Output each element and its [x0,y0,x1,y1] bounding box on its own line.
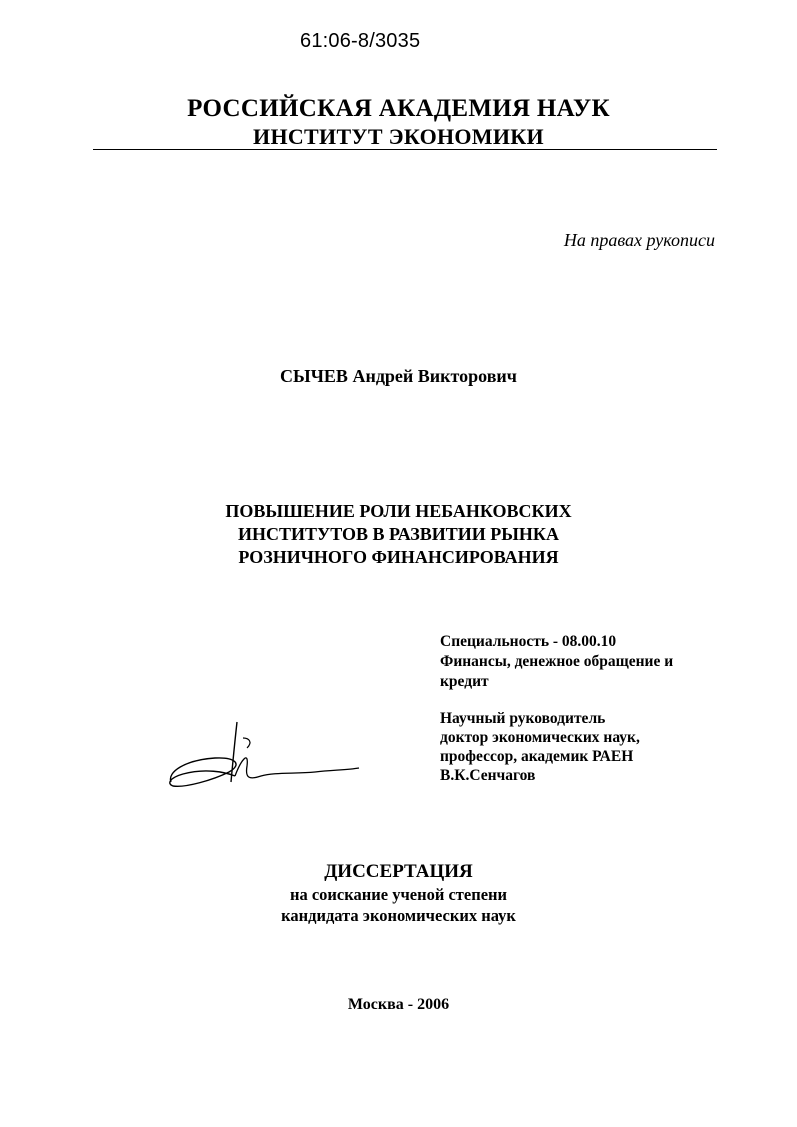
dissertation-block [0,860,797,926]
rights-note: На правах рукописи [563,230,715,250]
catalog-number: 61:06-8/3035 [300,30,421,52]
advisor-name: В.К.Сенчагов [440,767,536,784]
institute-name: ИНСТИТУТ ЭКОНОМИКИ [253,124,544,149]
specialty-code: Специальность - 08.00.10 [440,633,617,650]
specialty-name-line: Финансы, денежное обращение и [440,653,674,670]
dissertation-title [0,500,797,569]
advisor-degree: доктор экономических наук, [440,729,640,746]
advisor-role: Научный руководитель [440,710,606,727]
specialty-block [440,632,673,692]
specialty-name-line: кредит [440,673,489,690]
organization-name: РОССИЙСКАЯ АКАДЕМИЯ НАУК [187,95,610,122]
dissertation-type: ДИССЕРТАЦИЯ [324,861,473,882]
advisor-block [440,709,640,785]
dissertation-purpose: на соискание ученой степени [289,885,508,904]
header-divider [93,149,717,150]
title-line: ПОВЫШЕНИЕ РОЛИ НЕБАНКОВСКИХ [225,501,572,521]
author-name: СЫЧЕВ Андрей Викторович [280,366,517,386]
city-year: Москва - 2006 [347,996,450,1013]
title-line: ИНСТИТУТОВ В РАЗВИТИИ РЫНКА [238,524,559,544]
advisor-title: профессор, академик РАЕН [440,748,634,765]
signature-icon [165,720,365,800]
title-line: РОЗНИЧНОГО ФИНАНСИРОВАНИЯ [238,547,559,567]
dissertation-degree: кандидата экономических наук [281,906,516,925]
